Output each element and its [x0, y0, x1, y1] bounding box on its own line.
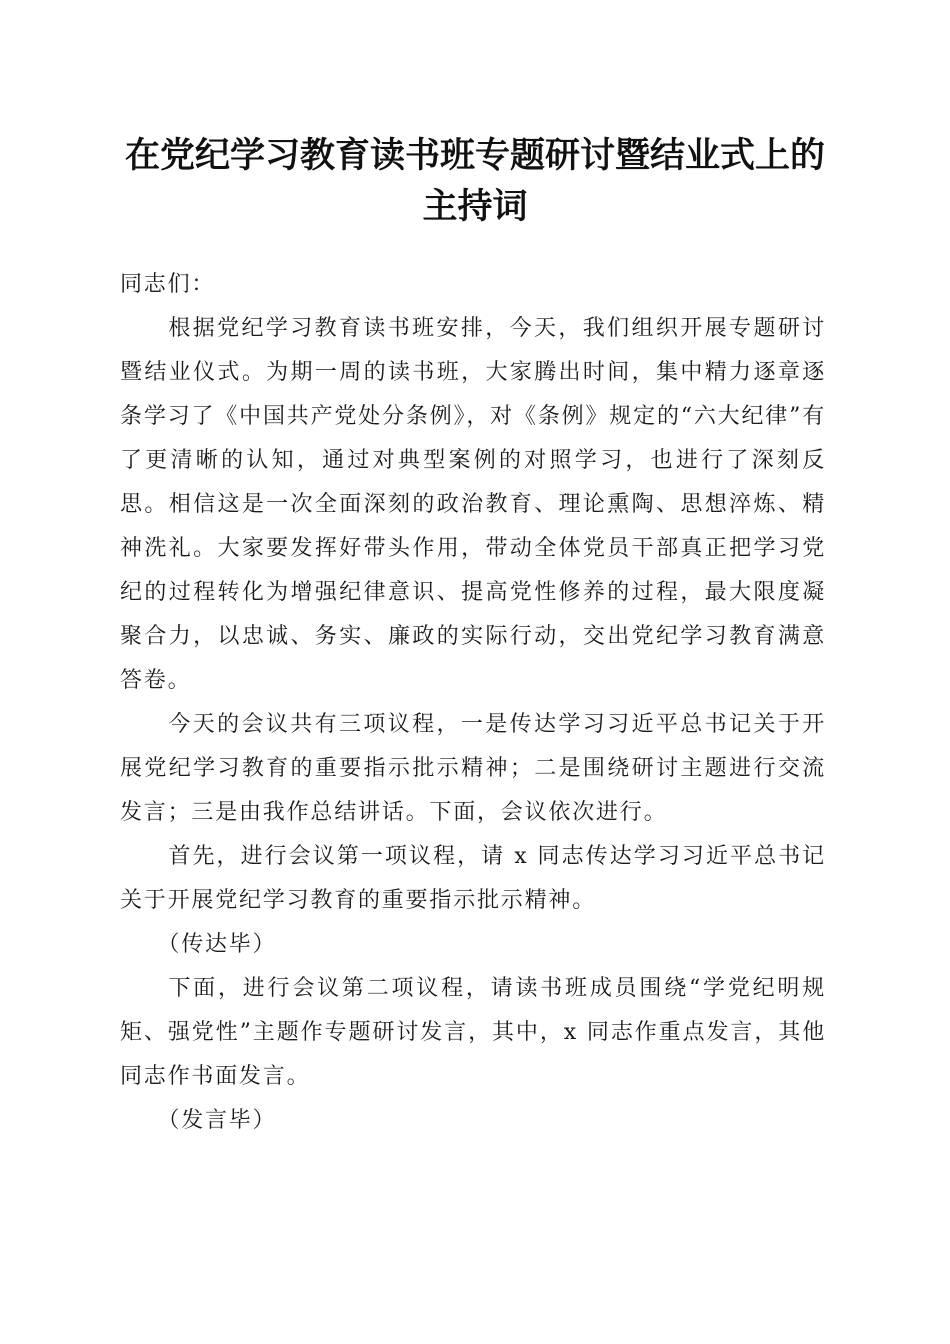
paragraph-2: 今天的会议共有三项议程，一是传达学习习近平总书记关于开展党纪学习教育的重要指示批示精神；二是围绕研讨主题进行交流发言；三是由我作总结讲话。下面，会议依次进行。	[120, 712, 826, 825]
document-title	[100, 130, 850, 232]
paragraph-1: 根据党纪学习教育读书班安排，今天，我们组织开展专题研讨暨结业仪式。为期一周的读书班，大家腾出时间，集中精力逐章逐条学习了《中国共产党处分条例》，对《条例》规定的“六大纪律”有了更清晰的认知，通过对典型案例的对照学习，也进行了深刻反思。相信这是一次全面深刻的政治教育、理论熏陶、思想淬炼、精神洗礼。大家要发挥好带头作用，带动全体党员干部真正把学习党纪的过程转化为增强纪律意识、提高党性修养的过程，最大限度凝聚合力，以忠诚、务实、廉政的实际行动，交出党纪学习教育满意答卷。	[120, 316, 826, 693]
paragraph-3: 首先，进行会议第一项议程，请 x 同志传达学习习近平总书记关于开展党纪学习教育的重要指示批示精神。	[120, 844, 826, 913]
document-body	[120, 263, 826, 1143]
title-line-2: 主持词	[422, 186, 528, 227]
note-transmission-done: （传达毕）	[157, 932, 277, 957]
note-speech-done: （发言毕）	[157, 1108, 277, 1133]
title-line-1: 在党纪学习教育读书班专题研讨暨结业式上的	[124, 135, 825, 176]
salutation: 同志们：	[120, 272, 216, 297]
paragraph-4: 下面，进行会议第二项议程，请读书班成员围绕“学党纪明规矩、强党性”主题作专题研讨发言，其中，x 同志作重点发言，其他同志作书面发言。	[120, 976, 826, 1089]
